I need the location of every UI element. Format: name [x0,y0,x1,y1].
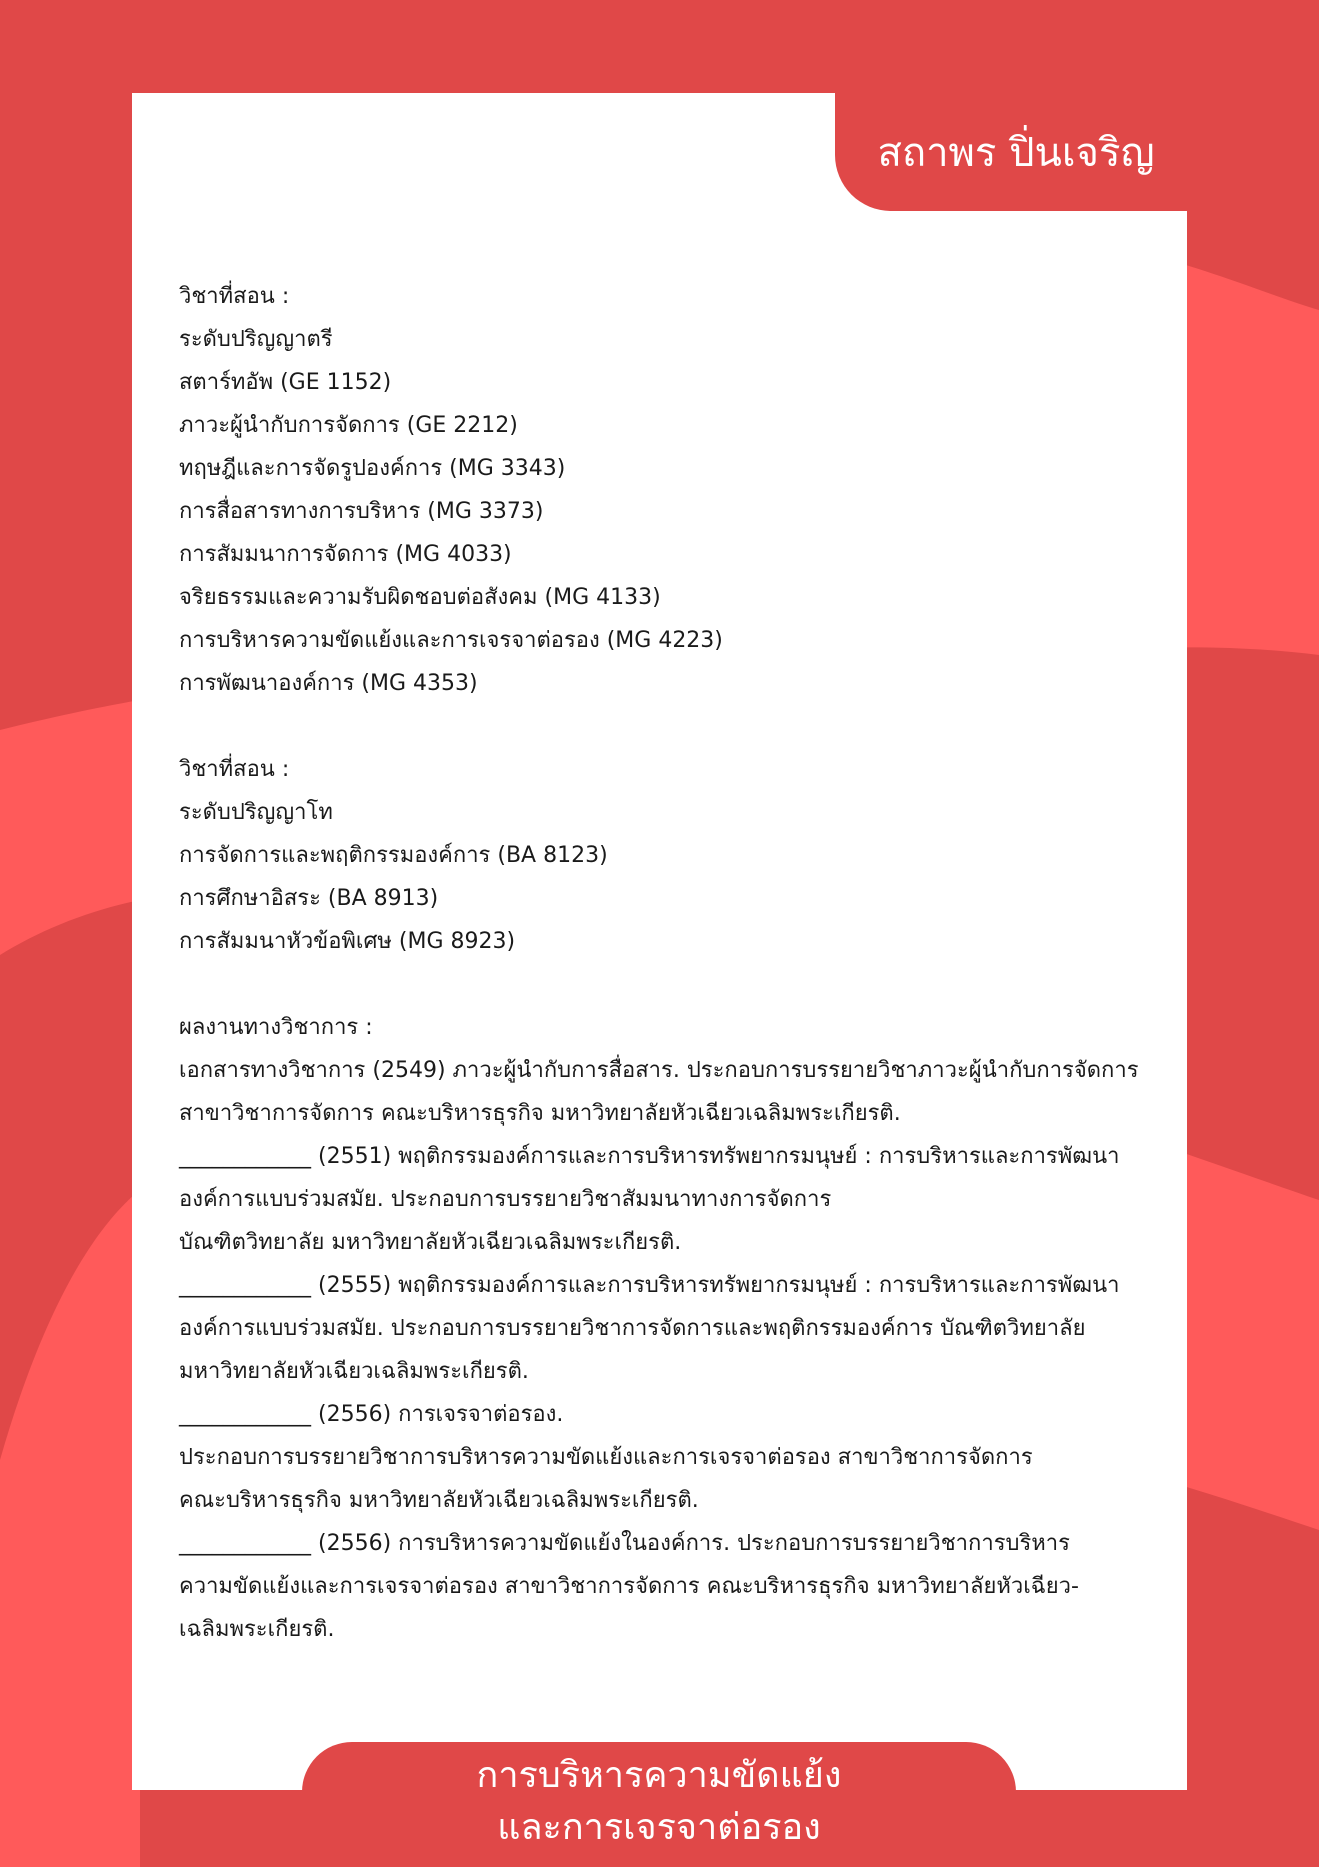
works-heading: ผลงานทางวิชาการ : [179,1015,373,1040]
works-line: ความขัดแย้งและการเจรจาต่อรอง สาขาวิชาการจัดการ คณะบริหารธุรกิจ มหาวิทยาลัยหัวเฉียว- [179,1574,1079,1599]
wave-left-upper [0,700,140,955]
course-item: การพัฒนาองค์การ (MG 4353) [179,671,478,696]
grad-heading: วิชาที่สอน : [179,757,290,782]
course-item: การศึกษาอิสระ (BA 8913) [179,886,439,911]
works-line: บัณฑิตวิทยาลัย มหาวิทยาลัยหัวเฉียวเฉลิมพระเกียรติ. [179,1230,682,1255]
works-line: ____________ (2551) พฤติกรรมองค์การและการบริหารทรัพยากรมนุษย์ : การบริหารและการพัฒนา [179,1144,1120,1169]
works-line: สาขาวิชาการจัดการ คณะบริหารธุรกิจ มหาวิทยาลัยหัวเฉียวเฉลิมพระเกียรติ. [179,1101,901,1126]
undergrad-level: ระดับปริญญาตรี [179,327,333,352]
works-line: ประกอบการบรรยายวิชาการบริหารความขัดแย้งและการเจรจาต่อรอง สาขาวิชาการจัดการ [179,1445,1033,1470]
works-line: ____________ (2556) การบริหารความขัดแย้งในองค์การ. ประกอบการบรรยายวิชาการบริหาร [179,1531,1070,1556]
course-item: การสัมมนาหัวข้อพิเศษ (MG 8923) [179,929,516,954]
spacer [179,705,1169,748]
spacer [179,963,1169,1006]
course-item: การจัดการและพฤติกรรมองค์การ (BA 8123) [179,843,608,868]
works-line: มหาวิทยาลัยหัวเฉียวเฉลิมพระเกียรติ. [179,1359,529,1384]
course-item: การบริหารความขัดแย้งและการเจรจาต่อรอง (MG 4223) [179,628,723,653]
works-line: ____________ (2556) การเจรจาต่อรอง. [179,1402,564,1427]
course-item: ภาวะผู้นำกับการจัดการ (GE 2212) [179,413,518,438]
grad-level: ระดับปริญญาโท [179,800,333,825]
course-item: สตาร์ทอัพ (GE 1152) [179,370,392,395]
author-name: สถาพร ปิ่นเจริญ [877,130,1155,176]
wave-left-lower [0,1190,140,1867]
undergrad-heading: วิชาที่สอน : [179,284,290,309]
works-line: ____________ (2555) พฤติกรรมองค์การและการบริหารทรัพยากรมนุษย์ : การบริหารและการพัฒนา [179,1273,1120,1298]
course-item: การสื่อสารทางการบริหาร (MG 3373) [179,499,544,524]
course-item: การสัมมนาการจัดการ (MG 4033) [179,542,512,567]
footer-title-line1: การบริหารความขัดแย้ง [476,1755,842,1796]
works-line: องค์การแบบร่วมสมัย. ประกอบการบรรยายวิชาสัมมนาทางการจัดการ [179,1187,832,1212]
name-tab [835,93,1187,211]
works-line: เฉลิมพระเกียรติ. [179,1617,335,1642]
course-item: จริยธรรมและความรับผิดชอบต่อสังคม (MG 4133) [179,585,661,610]
works-line: เอกสารทางวิชาการ (2549) ภาวะผู้นำกับการสื่อสาร. ประกอบการบรรยายวิชาภาวะผู้นำกับการจัดการ [179,1058,1139,1083]
footer-title-tab [302,1742,1016,1867]
works-line: คณะบริหารธุรกิจ มหาวิทยาลัยหัวเฉียวเฉลิมพระเกียรติ. [179,1488,699,1513]
footer-title-line2: และการเจรจาต่อรอง [497,1807,821,1848]
main-content [179,275,1169,1651]
course-item: ทฤษฎีและการจัดรูปองค์การ (MG 3343) [179,456,566,481]
works-line: องค์การแบบร่วมสมัย. ประกอบการบรรยายวิชาการจัดการและพฤติกรรมองค์การ บัณฑิตวิทยาลัย [179,1316,1086,1341]
